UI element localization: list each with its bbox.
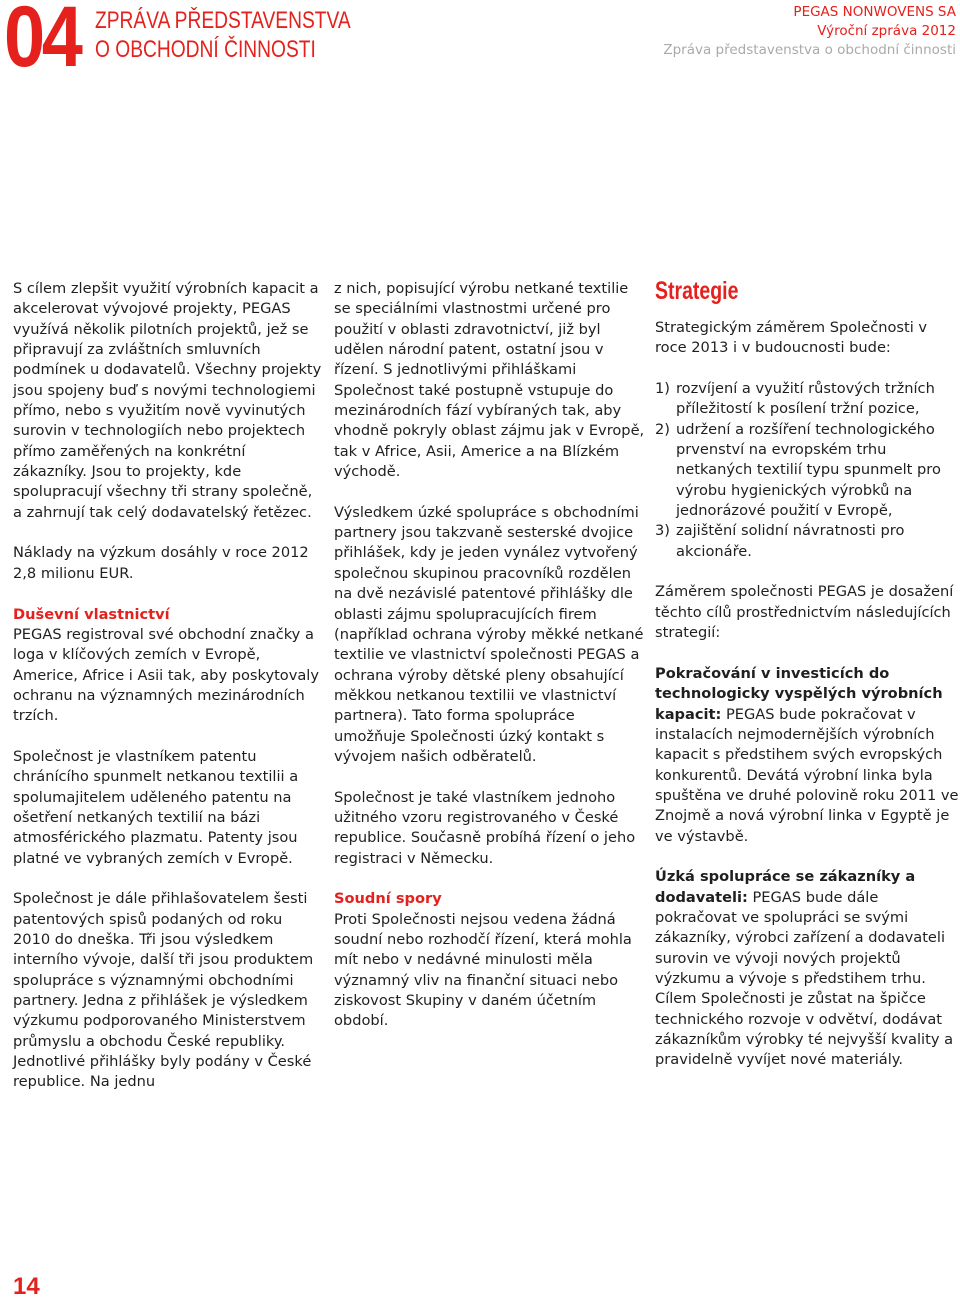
paragraph: Výsledkem úzké spolupráce s obchodními partnery jsou takzvaně sesterské dvojice přihlášek, kdy je jeden vynález vytvořený společnou skupinou pracovníků rozdělen na dvě nezávislé patentové přihlášky dle oblasti zájmu spolupracujících firem (například ochrana výroby měkké netkané textilie ve vlastnictví společnosti PEGAS a ochrana výroby dětské pleny obsahující měkkou netkanou textilii ve vlastnictví partnera). Tato forma spolupráce umožňuje Společnosti úzký kontakt s vývojem našich odběratelů. <box>334 503 644 765</box>
goal-number: 1) <box>655 380 670 398</box>
chapter-number: 04 <box>4 0 80 85</box>
goal-number: 3) <box>655 522 670 540</box>
strategy-lead: Úzká spolupráce se zákazníky a dodavateli: <box>655 868 916 906</box>
text-column-2 <box>334 279 646 1052</box>
chapter-title <box>95 6 351 64</box>
goal-item <box>655 521 960 562</box>
strategy-paragraph <box>655 867 960 1070</box>
section-heading-legal-disputes: Soudní spory <box>334 890 442 908</box>
text-column-3 <box>655 279 960 1091</box>
strategy-text: PEGAS bude dále pokračovat ve spolupráci se svými zákazníky, výrobci zařízení a dodavateli surovin ve vývoji nových projektů výzkumu a vývoje s předstihem trhu. Cílem Společnosti je zůstat na špičce technického rozvoje v odvětví, dodávat zákazníkům výrobky té nejvyšší kvality a pravidelně vyvíjet nové materiály. <box>655 888 954 1069</box>
text-column-1 <box>13 279 323 1113</box>
page-number: 14 <box>13 1273 40 1300</box>
goal-text: rozvíjení a využití růstových tržních příležitostí k posílení tržní pozice, <box>676 380 935 418</box>
paragraph: Společnost je také vlastníkem jednoho užitného vzoru registrovaného v České republice. Současně probíhá řízení o jeho registraci v Německu. <box>334 788 636 867</box>
strategy-paragraph <box>655 664 960 847</box>
goal-text: udržení a rozšíření technologického prvenství na evropském trhu netkaných textilií typu spunmelt pro výrobu hygienických výrobků na jednorázové použití v Evropě, <box>676 420 941 520</box>
strategy-lead: Pokračování v investicích do technologicky vyspělých výrobních kapacit: <box>655 664 943 723</box>
strategy-text: PEGAS bude pokračovat v instalacích nejmodernějších výrobních kapacit s předstihem svých evropských konkurentů. Devátá výrobní linka byla spuštěna ve druhé polovině roku 2011 ve Znojmě a nová výrobní linka v Egyptě je ve výstavbě. <box>655 705 959 845</box>
chapter-title-line1: ZPRÁVA PŘEDSTAVENSTVA <box>95 7 351 34</box>
paragraph: Náklady na výzkum dosáhly v roce 2012 2,8 milionu EUR. <box>13 544 309 582</box>
paragraph: Záměrem společnosti PEGAS je dosažení těchto cílů prostřednictvím následujících strategií: <box>655 583 954 642</box>
paragraph: Proti Společnosti nejsou vedena žádná soudní nebo rozhodčí řízení, která mohla mít nebo v nedávné minulosti měla významný vliv na finanční situaci nebo ziskovost Skupiny v daném účetním období. <box>334 910 632 1030</box>
section-title: Zpráva představenstva o obchodní činnosti <box>663 42 956 58</box>
goal-item <box>655 379 960 420</box>
paragraph: Společnost je dále přihlašovatelem šesti patentových spisů podaných od roku 2010 do dneška. Tři jsou výsledkem interního vývoje, další tři jsou produktem spolupráce s významnými obchodními partnery. Jedna z přihlášek je výsledkem výzkumu podporovaného Ministerstvem průmyslu a obchodu České republiky. Jednotlivé přihlášky byly podány v České republice. Na jednu <box>13 890 314 1091</box>
goal-item <box>655 420 960 522</box>
running-header <box>663 3 956 60</box>
chapter-title-line2: O OBCHODNÍ ČINNOSTI <box>95 36 316 63</box>
strategy-goal-list <box>655 379 960 562</box>
paragraph: z nich, popisující výrobu netkané textilie se speciálními vlastnostmi určené pro použití v oblasti zdravotnictví, již byl udělen národní patent, ostatní jsou v řízení. S jednotlivými přihláškami Společnost také postupně vstupuje do mezinárodních fází vybíraných tak, aby vhodně pokryly oblast zájmu jak v Evropě, tak v Africe, Asii, Americe a na Blízkém východě. <box>334 280 645 481</box>
paragraph: Strategickým záměrem Společnosti v roce 2013 i v budoucnosti bude: <box>655 319 928 357</box>
company-name: PEGAS NONWOVENS SA <box>793 4 956 20</box>
section-heading-intellectual-property: Duševní vlastnictví <box>13 605 170 623</box>
section-heading-strategy: Strategie <box>655 277 739 305</box>
report-title: Výroční zpráva 2012 <box>817 23 956 39</box>
paragraph: S cílem zlepšit využití výrobních kapacit a akcelerovat vývojové projekty, PEGAS využívá několik pilotních projektů, jež se připravují za zvláštních smluvních podmínek u dodavatelů. Všechny projekty jsou spojeny buď s novými technologiemi přímo, nebo s využitím nově vyvinutých surovin v technologiích nebo projektech přímo zaměřených na konkrétní zákazníky. Jsou to projekty, kde spolupracují všechny tři strany společně, a zahrnují tak celý dodavatelský řetězec. <box>13 280 322 521</box>
paragraph: PEGAS registroval své obchodní značky a loga v klíčových zemích v Evropě, Americe, Africe i Asii tak, aby poskytovaly ochranu na významných mezinárodních trzích. <box>13 625 319 725</box>
goal-text: zajištění solidní návratnosti pro akcionáře. <box>676 522 905 560</box>
goal-number: 2) <box>655 420 670 438</box>
paragraph: Společnost je vlastníkem patentu chránícího spunmelt netkanou textilii a spolumajitelem uděleného patentu na ošetření netkaných textilií na bázi atmosférického plazmatu. Patenty jsou platné ve vybraných zemích v Evropě. <box>13 747 299 867</box>
